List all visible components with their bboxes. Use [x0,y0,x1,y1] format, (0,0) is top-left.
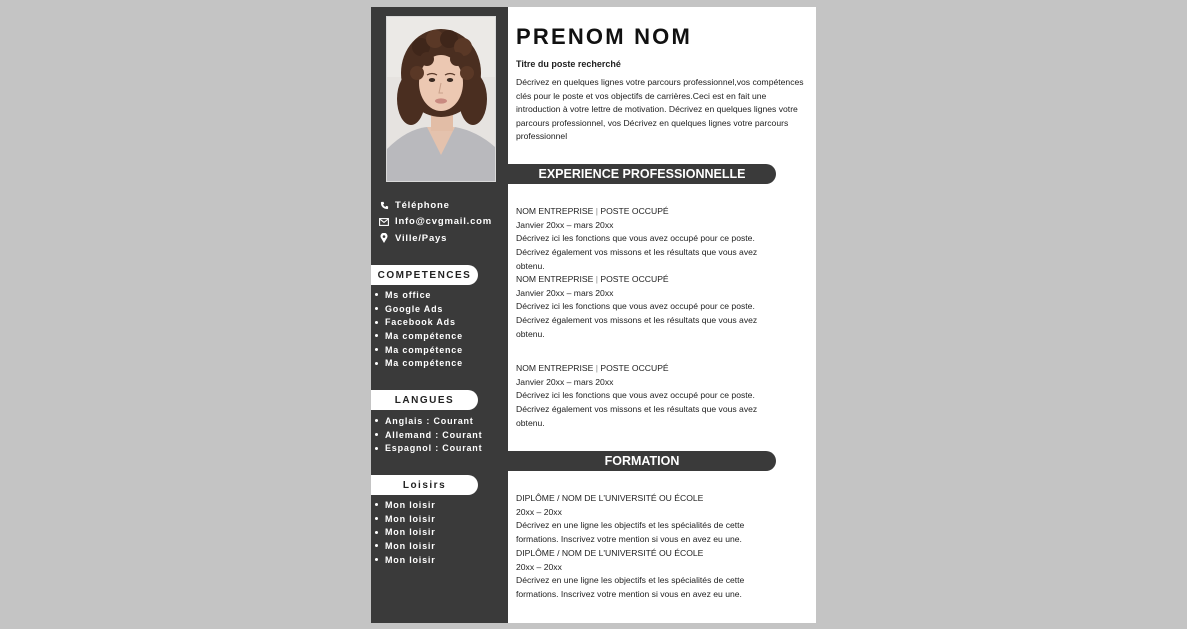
formation-entry: DIPLÔME / NOM DE L'UNIVERSITÉ OU ÉCOLE 20xx – 20xx Décrivez en une ligne les objectifs et les spécialités de cette formations. Inscrivez votre mention si vous en avez eu une. [516,493,745,545]
envelope-icon [377,218,391,226]
list-item: Mon loisir [375,553,436,567]
langues-heading: LANGUES [371,390,478,410]
loisirs-list [375,498,436,566]
list-item: Ma compétence [375,329,463,343]
email-text: Info@cvgmail.com [395,216,493,228]
resume-page [371,7,816,623]
list-item: Facebook Ads [375,315,463,329]
list-item: Mon loisir [375,539,436,553]
location-text: Ville/Pays [395,232,448,244]
list-item: Allemand : Courant [375,428,482,442]
experience-entry: NOM ENTREPRISE | POSTE OCCUPÉ Janvier 20xx – mars 20xx Décrivez ici les fonctions que vous avez occupé pour ce poste. Décrivez également vos missons et les résultats que vous avez obtenu. [516,363,758,428]
experience-entry: NOM ENTREPRISE | POSTE OCCUPÉ Janvier 20xx – mars 20xx Décrivez ici les fonctions que vous avez occupé pour ce poste. Décrivez également vos missons et les résultats que vous avez obtenu. [516,206,758,271]
list-item: Espagnol : Courant [375,441,482,455]
formation-heading: FORMATION [508,451,776,471]
competences-list [375,288,463,370]
list-item: Anglais : Courant [375,414,482,428]
contact-email [377,214,505,231]
list-item: Ma compétence [375,356,463,370]
experience-entry: NOM ENTREPRISE | POSTE OCCUPÉ Janvier 20xx – mars 20xx Décrivez ici les fonctions que vous avez occupé pour ce poste. Décrivez également vos missons et les résultats que vous avez obtenu. [516,274,758,339]
list-item: Mon loisir [375,498,436,512]
profile-photo [386,16,496,182]
formation-entry: DIPLÔME / NOM DE L'UNIVERSITÉ OU ÉCOLE 20xx – 20xx Décrivez en une ligne les objectifs et les spécialités de cette formations. Inscrivez votre mention si vous en avez eu une. [516,548,745,600]
list-item: Google Ads [375,302,463,316]
contact-phone [377,197,505,214]
phone-text: Téléphone [395,199,450,211]
loisirs-heading: Loisirs [371,475,478,495]
job-title: Titre du poste recherché [516,59,621,69]
phone-icon [377,201,391,210]
sidebar [371,7,508,623]
map-pin-icon [377,233,391,243]
full-name: PRENOM NOM [516,24,692,49]
list-item: Mon loisir [375,525,436,539]
intro-paragraph: Décrivez en quelques lignes votre parcours professionnel,vos compétences clés pour le poste et vos objectifs de carrières.Ceci est en fait une introduction à votre lettre de motivation. Décrivez en quelques lignes votre parcours professionnel, vos Décrivez en quelques lignes votre parcours professionnel [516,77,804,142]
langues-list [375,414,482,455]
list-item: Mon loisir [375,512,436,526]
contact-location [377,230,505,247]
portrait-image [387,17,495,181]
list-item: Ms office [375,288,463,302]
contact-info [377,197,505,247]
experience-heading: EXPERIENCE PROFESSIONNELLE [508,164,776,184]
list-item: Ma compétence [375,343,463,357]
competences-heading: COMPETENCES [371,265,478,285]
